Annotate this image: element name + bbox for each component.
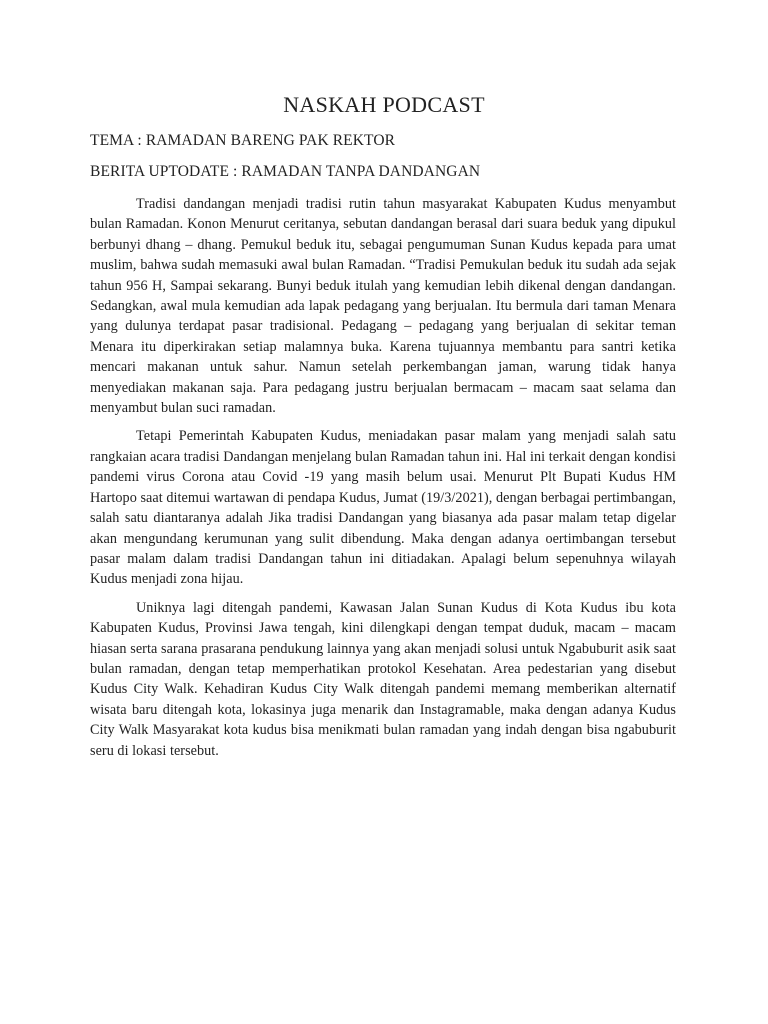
paragraph-1: Tradisi dandangan menjadi tradisi rutin tahun masyarakat Kabupaten Kudus menyambut bulan Ramadan. Konon Menurut ceritanya, sebutan dandangan berasal dari suara beduk yang dipukul berbunyi dhang – dhang. Pemukul beduk itu, sebagai pengumuman Sunan Kudus kepada para umat muslim, bahwa sudah memasuki awal bulan Ramadan. “Tradisi Pemukulan beduk itu sudah ada sejak tahun 956 H, Sampai sekarang. Bunyi beduk itulah yang kemudian lebih dikenal dengan dandangan. Sedangkan, awal mula kemudian ada lapak pedagang yang berjualan. Itu bermula dari taman Menara yang dulunya terdapat pasar tradisional. Pedagang – pedagang yang berjualan di sekitar teman Menara itu diperkirakan setiap malamnya buka. Karena tujuannya membantu para santri ketika mencari makanan untuk sahur. Namun setelah perkembangan jaman, warung tidak hanya menyediakan makanan saja. Para pedagang justru berjualan bermacam – macam saat selama dan menyambut bulan suci ramadan. — [90, 196, 676, 417]
paragraph-2: Tetapi Pemerintah Kabupaten Kudus, meniadakan pasar malam yang menjadi salah satu rangkaian acara tradisi Dandangan menjelang bulan Ramadan tahun ini. Hal ini terkait dengan kondisi pandemi virus Corona atau Covid -19 yang masih belum usai. Menurut Plt Bupati Kudus HM Hartopo saat ditemui wartawan di pendapa Kudus, Jumat (19/3/2021), dengan berbagai pertimbangan, salah satu diantaranya adalah Jika tradisi Dandangan yang biasanya ada pasar malam tetap digelar akan mengundang kerumunan yang sulit dibendung. Maka dengan adanya oertimbangan tersebut pasar malam dalam tradisi Dandangan tahun ini ditiadakan. Apalagi belum sepenuhnya wilayah Kudus menjadi zona hijau. — [90, 428, 676, 588]
paragraph-3: Uniknya lagi ditengah pandemi, Kawasan Jalan Sunan Kudus di Kota Kudus ibu kota Kabupaten Kudus, Provinsi Jawa tengah, kini dilengkapi dengan tempat duduk, macam – macam hiasan serta sarana prasarana pendukung lainnya yang akan menjadi solusi untuk Ngabuburit asik saat bulan ramadan, dengan tetap memperhatikan protokol Kesehatan. Area pedestarian yang disebut Kudus City Walk. Kehadiran Kudus City Walk ditengah pandemi memang memberikan alternatif wisata baru ditengah kota, lokasinya juga menarik dan Instagramable, maka dengan adanya Kudus City Walk Masyarakat kota kudus bisa menikmati bulan ramadan yang indah dengan bisa ngabuburit seru di lokasi tersebut. — [90, 599, 676, 759]
theme-line: TEMA : RAMADAN BARENG PAK REKTOR — [90, 132, 396, 149]
document-title: NASKAH PODCAST — [283, 92, 485, 117]
news-headline-line: BERITA UPTODATE : RAMADAN TANPA DANDANGAN — [90, 163, 481, 180]
body-text — [90, 194, 676, 769]
